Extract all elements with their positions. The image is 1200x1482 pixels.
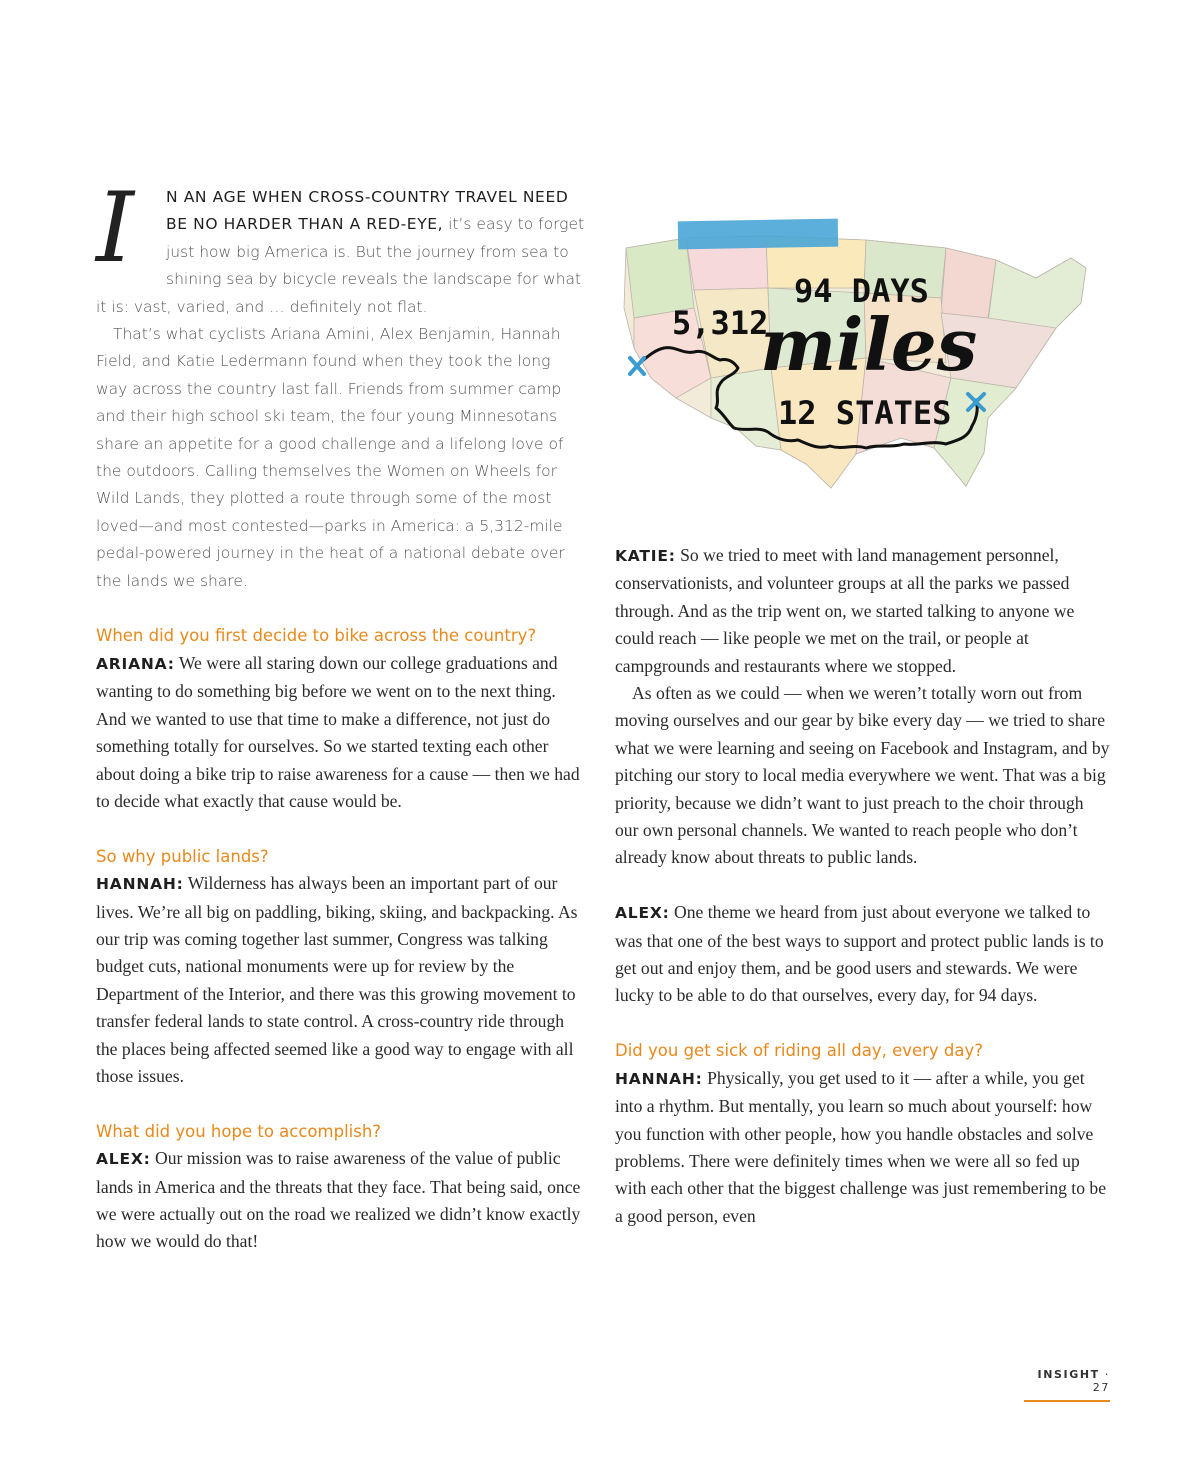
speaker-label: ALEX:: [96, 1150, 151, 1169]
answer-text: We were all staring down our college graduations and wanting to do something big before we went on to the next thing. And we wanted to use that time to make a difference, not just do something totally for ourselves. So we started texting each other about doing a bike trip to raise awareness for a cause — then we had to decide what exactly that cause would be.: [96, 652, 580, 811]
answer-text: Physically, you get used to it — after a while, you get into a rhythm. But mentally, you learn so much about yourself: how you function with other people, how you handle obstacles and solve problems. There were definitely times when we were all so fed up with each other that the biggest challenge was just remembering to be a good person, even: [615, 1067, 1107, 1226]
question-heading: When did you first decide to bike across the country?: [96, 626, 537, 646]
miles-number-label: 5,312: [672, 304, 769, 342]
page-number: 27: [1092, 1381, 1110, 1394]
alex-answer-paragraph: [615, 899, 1110, 1010]
blue-tape: [678, 219, 838, 250]
answer-paragraph: [96, 870, 586, 1090]
question-heading: What did you hope to accomplish?: [96, 1121, 382, 1141]
speaker-label: HANNAH:: [96, 875, 184, 894]
states-label: 12 STATES: [778, 394, 952, 432]
answer-text: So we tried to meet with land management personnel, conservationists, and volunteer groups at all the parks we passed through. And as the trip went on, we started talking to anyone we could reach — like people we met on the trail, or people at campgrounds and restaurants where we stopped.: [615, 545, 1075, 676]
speaker-label: ARIANA:: [96, 654, 175, 673]
drop-cap: I: [96, 172, 134, 284]
intro-lead-caps: N AN AGE WHEN CROSS-COUNTRY TRAVEL NEED BE NO HARDER THAN A RED-EYE,: [166, 188, 569, 234]
footer-separator: ·: [1104, 1368, 1110, 1381]
speaker-label: HANNAH:: [615, 1069, 703, 1088]
intro-paragraph-1-text: it’s easy to forget just how big America is. But the journey from sea to shining sea by bicycle reveals the landscape for what it is: vast, varied, and … definitely not flat.: [96, 215, 585, 316]
page-footer: [1024, 1368, 1110, 1402]
answer-paragraph: [96, 1145, 586, 1256]
days-label: 94 DAYS: [794, 272, 929, 310]
question-heading: So why public lands?: [96, 846, 269, 866]
article-intro: [96, 172, 586, 595]
start-marker-x-icon: [630, 358, 644, 374]
hannah-answer-paragraph: [615, 1065, 1110, 1230]
us-route-map-illustration: [616, 218, 1096, 498]
qa-block-1: [96, 622, 586, 815]
right-column: [615, 542, 1110, 1230]
katie-answer-paragraph-1: [615, 542, 1110, 680]
speaker-label: ALEX:: [615, 904, 670, 923]
qa-block-2: [96, 843, 586, 1091]
answer-text: Our mission was to raise awareness of the value of public lands in America and the threats that they face. That being said, once we were actually out on the road we realized we didn’t know exactly how we would do that!: [96, 1148, 581, 1252]
katie-answer-paragraph-2: As often as we could — when we weren’t totally worn out from moving ourselves and our gear by bike every day — we tried to share what we were learning and seeing on Facebook and Instagram, and by pitching our story to local media everywhere we went. That was a big priority, because we didn’t want to just preach to the choir through our own personal channels. We wanted to reach people who don’t already know about threats to public lands.: [615, 683, 1110, 868]
section-label: INSIGHT: [1037, 1368, 1100, 1381]
answer-text: One theme we heard from just about everyone we talked to was that one of the best ways to support and protect public lands is to get out and enjoy them, and be good users and stewards. We were lucky to be able to do that ourselves, every day, for 94 days.: [615, 902, 1104, 1006]
question-heading: Did you get sick of riding all day, every day?: [615, 1041, 984, 1061]
intro-paragraph-1: [96, 172, 586, 321]
speaker-label: KATIE:: [615, 547, 676, 565]
miles-word-label: miles: [760, 302, 978, 387]
intro-paragraph-2: That’s what cyclists Ariana Amini, Alex Benjamin, Hannah Field, and Katie Ledermann found when they took the long way across the country last fall. Friends from summer camp and their high school ski team, the four young Minnesotans share an appetite for a good challenge and a lifelong love of the outdoors. Calling themselves the Women on Wheels for Wild Lands, they plotted a route through some of the most loved—and most contested—parks in America: a 5,312-mile pedal-powered journey in the heat of a national debate over the lands we share.: [96, 325, 565, 590]
answer-paragraph: [96, 650, 586, 815]
qa-block-3: [96, 1118, 586, 1256]
left-column: [96, 172, 586, 1256]
answer-text: Wilderness has always been an important part of our lives. We’re all big on paddling, biking, skiing, and backpacking. As our trip was coming together last summer, Congress was talking budget cuts, national monuments were up for review by the Department of the Interior, and there was this growing movement to transfer federal lands to state control. A cross-country ride through the places being affected seemed like a good way to engage with all those issues.: [96, 873, 578, 1086]
footer-rule: [1024, 1400, 1110, 1402]
